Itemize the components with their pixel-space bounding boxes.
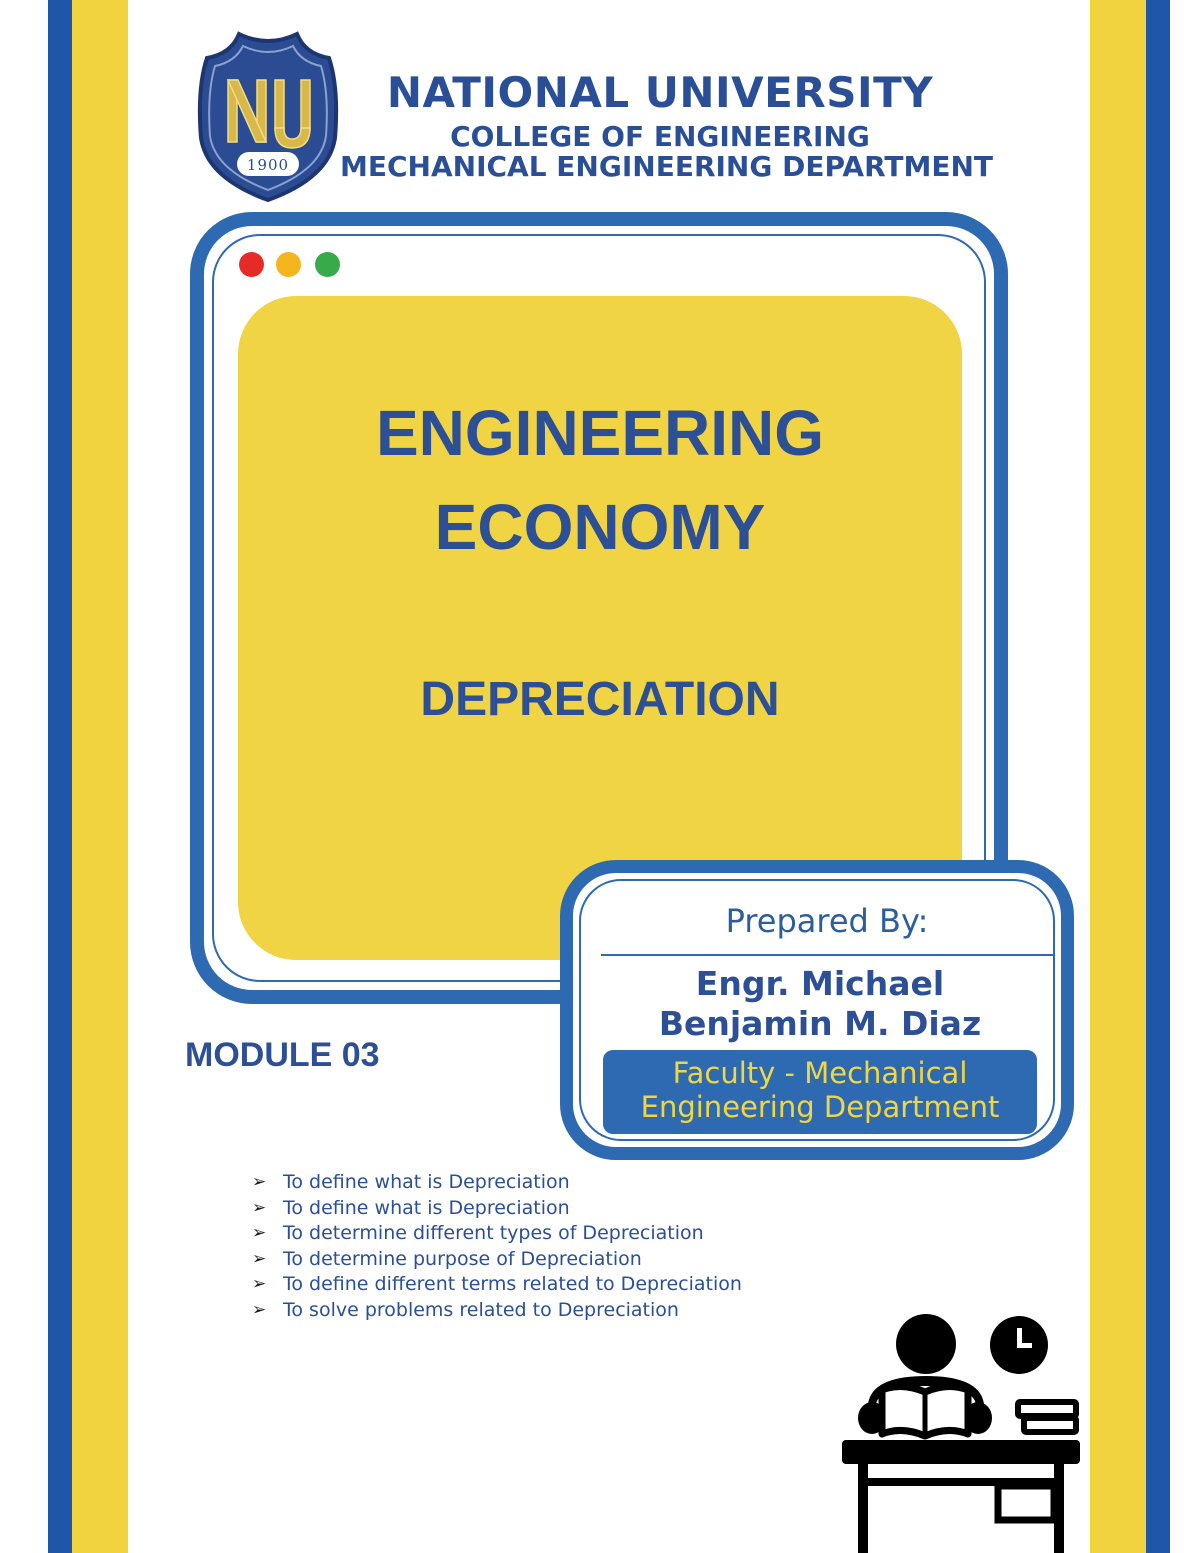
author-name-line-1: Engr. Michael [695, 964, 945, 1003]
university-name: NATIONAL UNIVERSITY [386, 68, 934, 117]
right-blue-stripe [1146, 0, 1170, 1553]
window-dot-green [315, 252, 340, 277]
objective-item [252, 1298, 742, 1324]
module-topic: DEPRECIATION [420, 673, 780, 726]
left-yellow-stripe [72, 0, 128, 1553]
objectives-list [252, 1170, 742, 1324]
college-name: COLLEGE OF ENGINEERING [450, 120, 870, 153]
course-title-line-2: ECONOMY [434, 491, 766, 563]
arrowhead-bullet-icon: ➢ [252, 1223, 267, 1244]
arrowhead-bullet-icon: ➢ [252, 1274, 267, 1295]
logo-year: 1900 [246, 156, 290, 174]
objective-text: To determine purpose of Depreciation [283, 1247, 642, 1270]
course-title-line-1: ENGINEERING [375, 397, 825, 469]
objective-text: To define what is Depreciation [283, 1171, 570, 1193]
objective-item [252, 1221, 742, 1247]
objective-text: To solve problems related to Depreciation [283, 1298, 679, 1321]
objective-item [252, 1272, 742, 1298]
objective-text: To define what is Depreciation [283, 1196, 570, 1219]
module-number: MODULE 03 [185, 1036, 380, 1074]
objective-item [252, 1247, 742, 1273]
arrowhead-bullet-icon: ➢ [252, 1299, 267, 1320]
arrowhead-bullet-icon: ➢ [252, 1248, 267, 1269]
author-role-line-1: Faculty - Mechanical [672, 1056, 968, 1090]
prepared-by-label: Prepared By: [725, 902, 929, 940]
window-dot-red [239, 252, 264, 277]
objective-item [252, 1196, 742, 1222]
arrowhead-bullet-icon: ➢ [252, 1172, 267, 1192]
department-name: MECHANICAL ENGINEERING DEPARTMENT [340, 150, 994, 183]
objective-item [252, 1170, 742, 1196]
left-blue-stripe [48, 0, 72, 1553]
right-yellow-stripe [1090, 0, 1146, 1553]
student-reading-at-desk-icon [838, 1312, 1084, 1553]
nu-shield-logo-icon [195, 28, 341, 204]
objective-text: To define different terms related to Depreciation [283, 1273, 742, 1296]
prepared-by-divider [601, 954, 1053, 956]
window-dot-yellow [276, 252, 301, 277]
author-name-line-2: Benjamin M. Diaz [658, 1004, 982, 1043]
objective-text: To determine different types of Depreciation [283, 1222, 704, 1245]
arrowhead-bullet-icon: ➢ [252, 1197, 267, 1218]
author-role-line-2: Engineering Department [640, 1090, 1000, 1124]
